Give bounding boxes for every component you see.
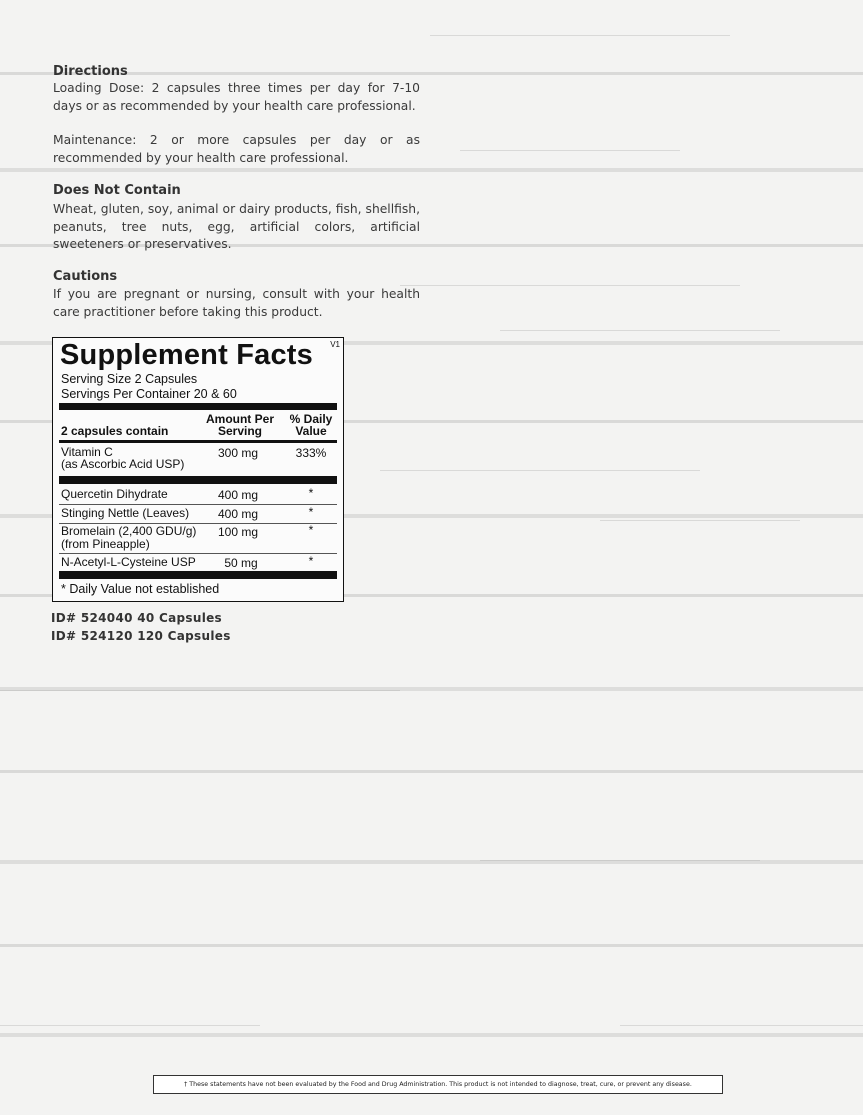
wood-grain xyxy=(400,285,740,286)
nutrient-amount: 400 mg xyxy=(217,488,259,502)
daily-value-header: % Daily xyxy=(289,412,333,426)
directions-maintenance: Maintenance: 2 or more capsules per day or as recommended by your health care professional. xyxy=(53,133,420,165)
nutrient-source: (as Ascorbic Acid USP) xyxy=(61,457,185,471)
nutrient-name: Stinging Nettle (Leaves) xyxy=(61,506,190,520)
nutrient-source: (from Pineapple) xyxy=(61,537,150,551)
does-not-contain-heading: Does Not Contain xyxy=(53,183,181,198)
cautions-heading: Cautions xyxy=(53,269,118,284)
wood-grain xyxy=(430,35,730,36)
nutrient-daily-value: * xyxy=(308,486,314,500)
nutrient-name: Quercetin Dihydrate xyxy=(61,487,168,501)
nutrient-amount: 100 mg xyxy=(217,525,259,539)
wood-grain xyxy=(0,1025,260,1026)
plank-seam xyxy=(0,72,863,75)
nutrient-amount: 50 mg xyxy=(224,556,258,570)
nutrient-daily-value: 333% xyxy=(295,446,327,460)
product-id-40: ID# 524040 40 Capsules xyxy=(51,611,222,625)
amount-per-header: Amount Per xyxy=(205,412,274,426)
value-header: Value xyxy=(295,424,327,438)
thick-divider xyxy=(59,476,337,484)
facts-version-label: V1 xyxy=(330,340,340,349)
wood-grain xyxy=(380,470,700,471)
nutrient-amount: 400 mg xyxy=(217,507,259,521)
plank-seam xyxy=(0,770,863,773)
servings-per-container: Servings Per Container 20 & 60 xyxy=(61,387,237,401)
nutrient-name: Vitamin C xyxy=(61,445,113,459)
nutrient-name: N-Acetyl-L-Cysteine USP xyxy=(61,555,196,569)
nutrient-daily-value: * xyxy=(308,554,314,568)
amount-serving-header: Serving xyxy=(217,424,262,438)
supplement-facts-title: Supplement Facts xyxy=(60,339,313,371)
supplement-facts-panel xyxy=(52,337,344,602)
cautions-text: If you are pregnant or nursing, consult with your health care practitioner before taking this product. xyxy=(53,287,420,319)
nutrient-amount: 300 mg xyxy=(217,446,259,460)
capsules-contain-header: 2 capsules contain xyxy=(61,424,169,438)
wood-grain xyxy=(620,1025,863,1026)
thick-divider xyxy=(59,403,337,410)
medium-divider xyxy=(59,440,337,443)
wood-grain xyxy=(500,330,780,331)
nutrient-daily-value: * xyxy=(308,505,314,519)
wood-grain xyxy=(480,860,760,861)
directions-heading: Directions xyxy=(53,64,128,79)
directions-loading-dose: Loading Dose: 2 capsules three times per day for 7-10 days or as recommended by your health care professional. xyxy=(53,81,420,113)
wood-grain xyxy=(460,150,680,151)
product-id-120: ID# 524120 120 Capsules xyxy=(51,629,231,643)
daily-value-footnote: * Daily Value not established xyxy=(61,582,220,596)
does-not-contain-text: Wheat, gluten, soy, animal or dairy products, fish, shellfish, peanuts, tree nuts, egg, artificial colors, artificial sweeteners or preservatives. xyxy=(53,202,420,251)
plank-seam xyxy=(0,944,863,947)
thick-divider xyxy=(59,571,337,579)
nutrient-name: Bromelain (2,400 GDU/g) xyxy=(61,524,197,538)
wood-grain xyxy=(600,520,800,521)
nutrient-daily-value: * xyxy=(308,523,314,537)
serving-size: Serving Size 2 Capsules xyxy=(61,372,198,386)
fda-disclaimer: † These statements have not been evaluated by the Food and Drug Administration. This product is not intended to diagnose, treat, cure, or prevent any disease. xyxy=(153,1075,723,1094)
wood-grain xyxy=(0,690,400,691)
